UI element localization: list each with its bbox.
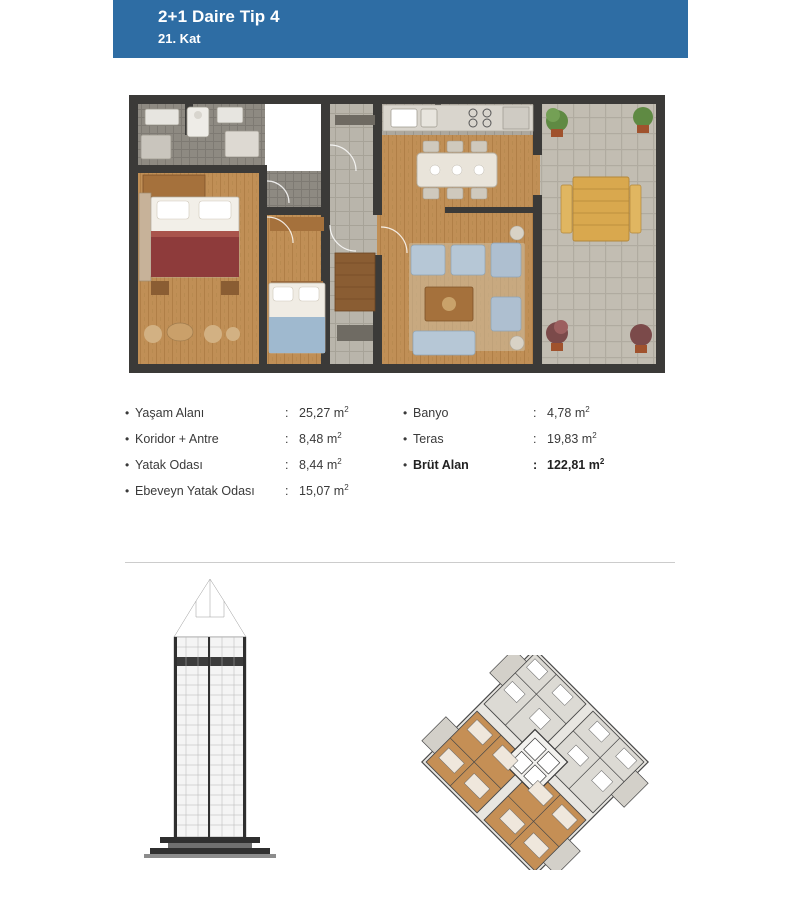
spec-column-left — [125, 405, 415, 509]
spec-value: 8,44 $m^2$ — [299, 457, 342, 473]
spec-row-total — [403, 457, 683, 483]
spec-colon: : — [285, 432, 289, 447]
floor-subtitle: 21. Kat — [158, 31, 201, 46]
spec-label: Yaşam Alanı — [135, 406, 205, 421]
spec-row — [125, 483, 415, 509]
spec-colon: : — [533, 432, 537, 447]
spec-label: Brüt Alan — [413, 458, 469, 473]
spec-label: Koridor + Antre — [135, 432, 219, 447]
spec-value: 25,27 $m^2$ — [299, 405, 349, 421]
bullet-icon: • — [125, 406, 130, 421]
spec-colon: : — [285, 484, 289, 499]
area-specification-list — [113, 405, 688, 525]
spec-column-right — [403, 405, 683, 483]
spec-label: Yatak Odası — [135, 458, 203, 473]
page-title: 2+1 Daire Tip 4 — [158, 7, 280, 26]
spec-value: 8,48 $m^2$ — [299, 431, 342, 447]
elevation-svg — [130, 575, 290, 865]
spec-row — [125, 431, 415, 457]
spec-row — [125, 405, 415, 431]
bullet-icon: • — [403, 406, 408, 421]
spec-row — [403, 405, 683, 431]
spec-row — [125, 457, 415, 483]
spec-value: 122,81 $m^2$ — [547, 457, 605, 473]
spec-value: 15,07 $m^2$ — [299, 483, 349, 499]
spec-colon: : — [533, 406, 537, 421]
bullet-icon: • — [125, 484, 130, 499]
bullet-icon: • — [125, 432, 130, 447]
spec-colon: : — [285, 458, 289, 473]
spec-value: 4,78 $m^2$ — [547, 405, 590, 421]
bullet-icon: • — [403, 432, 408, 447]
floor-plan-image — [125, 85, 675, 380]
building-elevation-diagram — [130, 575, 290, 865]
spec-label: Banyo — [413, 406, 449, 421]
spec-value: 19,83 $m^2$ — [547, 431, 597, 447]
floor-key-plan-diagram — [400, 655, 670, 870]
key-plan-svg — [400, 655, 670, 870]
bullet-icon: • — [403, 458, 408, 473]
spec-colon: : — [285, 406, 289, 421]
bullet-icon: • — [125, 458, 130, 473]
spec-row — [403, 431, 683, 457]
section-divider — [125, 562, 675, 563]
spec-label: Teras — [413, 432, 444, 447]
spec-label: Ebeveyn Yatak Odası — [135, 484, 255, 499]
spec-colon: : — [533, 458, 538, 473]
plan-header — [113, 0, 688, 58]
floor-plan-svg — [125, 85, 675, 380]
